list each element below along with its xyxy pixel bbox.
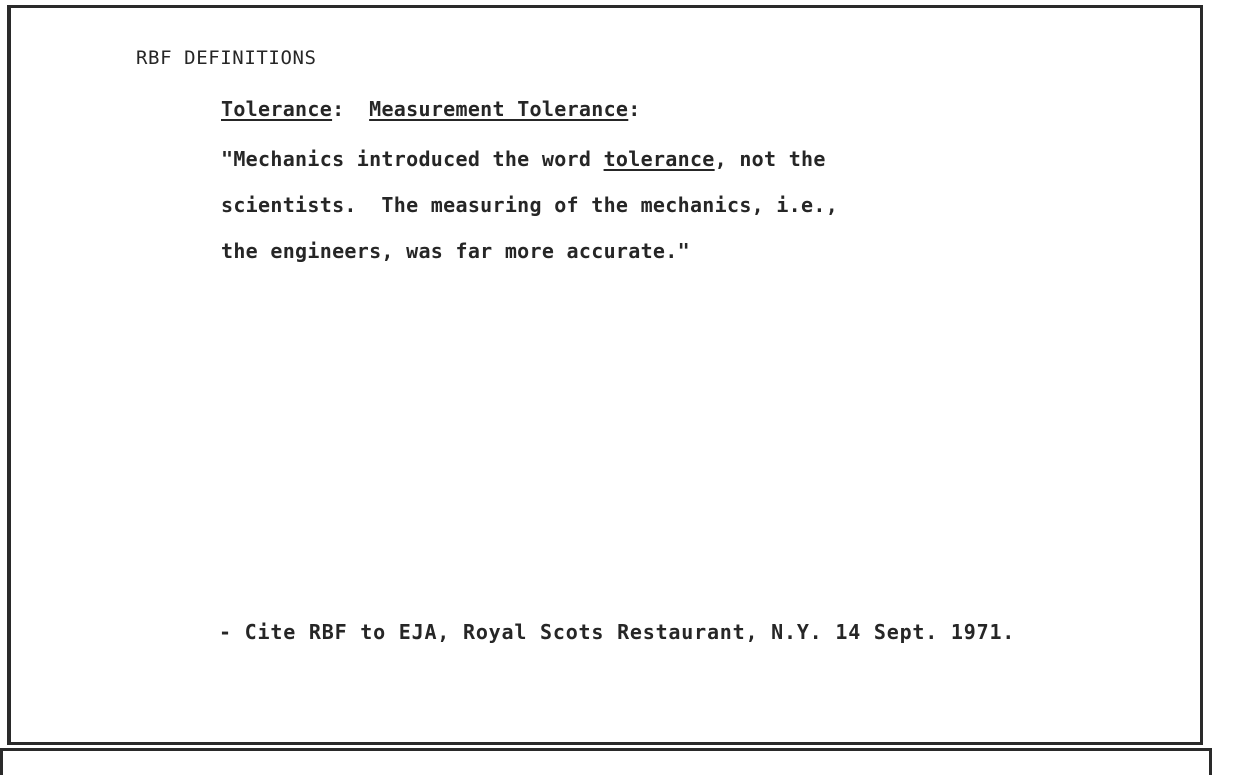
title-subterm: Measurement Tolerance xyxy=(369,97,629,121)
title-term: Tolerance xyxy=(221,97,333,121)
citation: - Cite RBF to EJA, Royal Scots Restaurant, N.Y. 14 Sept. 1971. xyxy=(219,620,1016,644)
quote-line-3: the engineers, was far more accurate." xyxy=(221,239,690,263)
card-heading: RBF DEFINITIONS xyxy=(136,47,317,69)
quote-line-1-end: , not the xyxy=(714,147,826,171)
quote-line-1-start: "Mechanics introduced the word xyxy=(221,147,604,171)
next-card-edge xyxy=(0,748,1212,775)
title-separator: : xyxy=(332,97,345,121)
quote-line-1 xyxy=(221,147,826,171)
quote-emphasis: tolerance xyxy=(603,147,715,171)
definition-card xyxy=(7,5,1203,745)
title-end: : xyxy=(628,97,641,121)
definition-title xyxy=(221,97,641,121)
quote-line-2: scientists. The measuring of the mechanics, i.e., xyxy=(221,193,839,217)
